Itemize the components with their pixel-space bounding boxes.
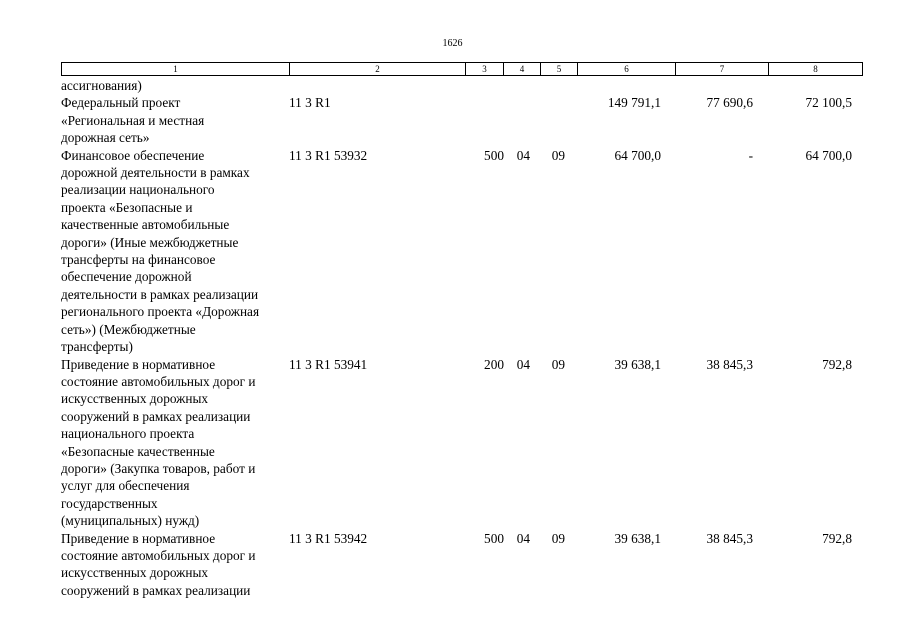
target-code: 11 3 R1 53942 — [289, 530, 368, 546]
row-name-line: дороги» (Иные межбюджетные — [61, 234, 239, 250]
table-row — [61, 530, 852, 600]
col-header-1: 1 — [62, 63, 290, 75]
target-code — [289, 77, 465, 94]
col-header-6: 6 — [578, 63, 676, 75]
table-row — [61, 94, 852, 146]
row-name-line: искусственных дорожных — [61, 391, 209, 407]
row-name-line: состояние автомобильных дорог и — [61, 373, 256, 389]
amount-total: 39 638,1 — [614, 356, 661, 372]
row-name-line: трансферты) — [61, 339, 133, 355]
amount-total: 39 638,1 — [614, 530, 661, 546]
row-name-line: (муниципальных) нужд) — [61, 513, 200, 529]
amount-federal: 77 690,6 — [706, 95, 753, 111]
amount-regional: 64 700,0 — [805, 147, 852, 163]
row-name-line: деятельности в рамках реализации — [61, 286, 259, 302]
amount-federal: 38 845,3 — [706, 356, 753, 372]
row-name — [61, 94, 289, 146]
row-name-line: Приведение в нормативное — [61, 530, 216, 546]
subsection: 09 — [551, 356, 565, 372]
row-name-line: сеть») (Межбюджетные — [61, 321, 196, 337]
amount-total: 149 791,1 — [607, 95, 661, 111]
amount-regional: 792,8 — [822, 356, 852, 372]
row-name-line: качественные автомобильные — [61, 217, 230, 233]
section — [504, 77, 530, 94]
row-name — [61, 356, 289, 530]
target-code: 11 3 R1 — [289, 95, 331, 111]
row-name-line: национального проекта — [61, 426, 195, 442]
row-name-line: сооружений в рамках реализации — [61, 408, 251, 424]
section: 04 — [516, 530, 530, 546]
col-header-2: 2 — [290, 63, 466, 75]
row-name-line: состояние автомобильных дорог и — [61, 547, 256, 563]
target-code: 11 3 R1 53932 — [289, 147, 368, 163]
row-name-line: реализации национального — [61, 182, 215, 198]
row-name-line: Приведение в нормативное — [61, 356, 216, 372]
section — [504, 94, 530, 146]
row-name-line: государственных — [61, 495, 158, 511]
expense-type: 500 — [484, 147, 504, 163]
col-header-4: 4 — [504, 63, 541, 75]
section: 04 — [516, 356, 530, 372]
row-name — [61, 77, 289, 94]
section: 04 — [516, 147, 530, 163]
table-row — [61, 147, 852, 356]
col-header-8: 8 — [813, 64, 818, 74]
amount-total — [565, 77, 661, 94]
amount-regional — [753, 77, 852, 94]
col-header-7: 7 — [676, 63, 769, 75]
amount-total: 64 700,0 — [614, 147, 661, 163]
row-name-line: ассигнования) — [61, 78, 142, 93]
row-name-line: «Безопасные качественные — [61, 443, 215, 459]
expense-type: 200 — [484, 356, 504, 372]
expense-type — [465, 94, 504, 146]
subsection — [530, 94, 565, 146]
col-header-3: 3 — [466, 63, 504, 75]
subsection: 09 — [551, 530, 565, 546]
table-row — [61, 356, 852, 530]
expense-type — [465, 77, 504, 94]
amount-regional: 72 100,5 — [805, 95, 852, 111]
expense-type: 500 — [484, 530, 504, 546]
amount-federal: - — [748, 147, 753, 163]
row-name-line: услуг для обеспечения — [61, 478, 190, 494]
amount-federal: 38 845,3 — [706, 530, 753, 546]
row-name-line: проекта «Безопасные и — [61, 199, 193, 215]
table-body — [61, 77, 852, 599]
row-name-line: Федеральный проект — [61, 95, 181, 111]
row-name-line: регионального проекта «Дорожная — [61, 304, 260, 320]
row-name-line: обеспечение дорожной — [61, 269, 192, 285]
amount-regional: 792,8 — [822, 530, 852, 546]
row-name-line: сооружений в рамках реализации — [61, 582, 251, 598]
row-name — [61, 147, 289, 356]
amount-federal — [661, 77, 753, 94]
table-row — [61, 77, 852, 94]
row-name-line: дороги» (Закупка товаров, работ и — [61, 460, 256, 476]
row-name-line: искусственных дорожных — [61, 565, 209, 581]
table-header — [61, 62, 863, 76]
row-name-line: дорожная сеть» — [61, 130, 150, 146]
subsection: 09 — [551, 147, 565, 163]
row-name-line: Финансовое обеспечение — [61, 147, 205, 163]
subsection — [530, 77, 565, 94]
row-name — [61, 530, 289, 600]
page-number: 1626 — [442, 38, 463, 49]
target-code: 11 3 R1 53941 — [289, 356, 368, 372]
row-name-line: трансферты на финансовое — [61, 252, 216, 268]
row-name-line: «Региональная и местная — [61, 112, 205, 128]
row-name-line: дорожной деятельности в рамках — [61, 165, 250, 181]
col-header-5: 5 — [541, 63, 578, 75]
